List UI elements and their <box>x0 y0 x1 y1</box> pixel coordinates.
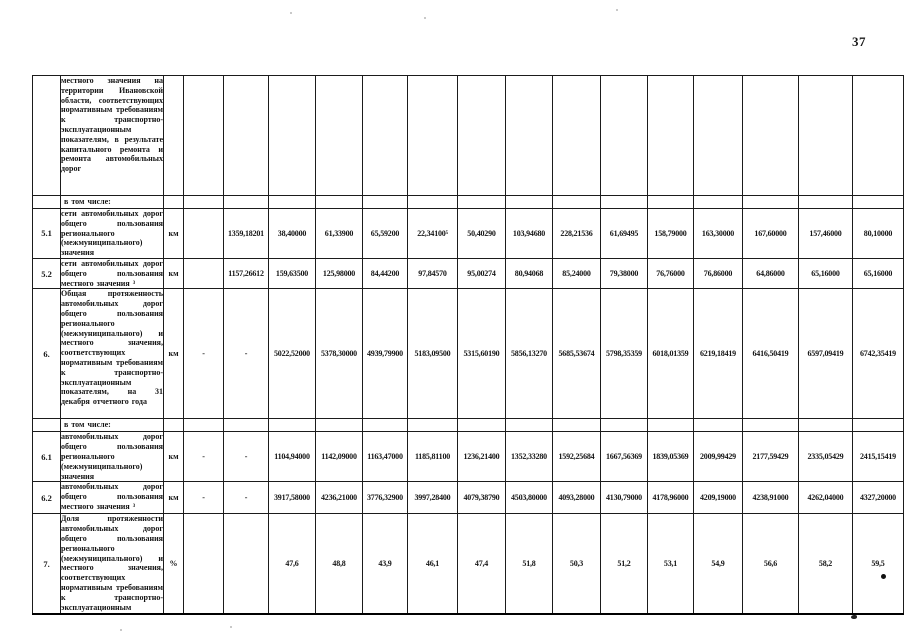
value-cell <box>224 419 269 432</box>
scan-artifact-dot <box>881 574 886 579</box>
value-cell <box>799 419 853 432</box>
value-cell: 1104,94000 <box>269 432 316 482</box>
value-cell <box>553 196 601 209</box>
table-row <box>33 432 904 482</box>
road-indicators-table <box>32 75 904 615</box>
value-cell <box>799 76 853 196</box>
value-cell <box>184 258 224 288</box>
value-cell: 1236,21400 <box>458 432 506 482</box>
value-cell <box>648 196 694 209</box>
value-cell: 97,84570 <box>408 258 458 288</box>
value-cell: 79,38000 <box>601 258 648 288</box>
scan-artifact-speck <box>120 629 122 631</box>
value-cell: 2415,15419 <box>853 432 904 482</box>
value-cell: 84,44200 <box>363 258 408 288</box>
value-cell <box>316 76 363 196</box>
value-cell <box>363 76 408 196</box>
value-cell: 61,33900 <box>316 209 363 259</box>
value-cell: 1839,05369 <box>648 432 694 482</box>
indicator-name-cell: автомобильных дорог общего пользования местного значения ³ <box>61 482 164 514</box>
value-cell: - <box>224 289 269 419</box>
value-cell: 5798,35359 <box>601 289 648 419</box>
value-cell: 4939,79900 <box>363 289 408 419</box>
value-cell: 95,00274 <box>458 258 506 288</box>
value-cell: 47,4 <box>458 514 506 614</box>
value-cell: 3997,28400 <box>408 482 458 514</box>
value-cell <box>648 419 694 432</box>
unit-cell <box>164 76 184 196</box>
scan-artifact-mark <box>851 615 857 619</box>
row-number-cell <box>33 419 61 432</box>
table-row <box>33 482 904 514</box>
value-cell: 47,6 <box>269 514 316 614</box>
value-cell: 4327,20000 <box>853 482 904 514</box>
subheader-label-cell: в том числе: <box>61 419 164 432</box>
value-cell: 58,2 <box>799 514 853 614</box>
value-cell: 6018,01359 <box>648 289 694 419</box>
subheader-row <box>33 196 904 209</box>
value-cell: 85,24000 <box>553 258 601 288</box>
value-cell: 76,76000 <box>648 258 694 288</box>
value-cell: 4178,96000 <box>648 482 694 514</box>
unit-cell <box>164 419 184 432</box>
value-cell <box>553 76 601 196</box>
value-cell <box>601 196 648 209</box>
value-cell: 3776,32900 <box>363 482 408 514</box>
value-cell: 5315,60190 <box>458 289 506 419</box>
value-cell <box>269 76 316 196</box>
value-cell: 4209,19000 <box>694 482 743 514</box>
value-cell: - <box>184 289 224 419</box>
row-number-cell: 6.2 <box>33 482 61 514</box>
value-cell: 4503,80000 <box>506 482 553 514</box>
value-cell: 6742,35419 <box>853 289 904 419</box>
value-cell <box>184 209 224 259</box>
value-cell <box>269 196 316 209</box>
value-cell: 4236,21000 <box>316 482 363 514</box>
value-cell: 46,1 <box>408 514 458 614</box>
value-cell: 51,2 <box>601 514 648 614</box>
value-cell: 1157,26612 <box>224 258 269 288</box>
value-cell: 65,16000 <box>799 258 853 288</box>
value-cell: 167,60000 <box>743 209 799 259</box>
value-cell: 2335,05429 <box>799 432 853 482</box>
value-cell: 76,86000 <box>694 258 743 288</box>
value-cell: 1163,47000 <box>363 432 408 482</box>
table-body <box>33 76 904 614</box>
value-cell <box>853 76 904 196</box>
value-cell: 2177,59429 <box>743 432 799 482</box>
value-cell: 5378,30000 <box>316 289 363 419</box>
value-cell <box>408 196 458 209</box>
value-cell <box>648 76 694 196</box>
row-number-cell: 6. <box>33 289 61 419</box>
row-number-cell <box>33 76 61 196</box>
value-cell <box>458 419 506 432</box>
indicator-name-cell: автомобильных дорог общего пользования регионального (межмуниципального) значения <box>61 432 163 481</box>
value-cell: 1352,33280 <box>506 432 553 482</box>
subheader-row <box>33 419 904 432</box>
value-cell: 6416,50419 <box>743 289 799 419</box>
value-cell <box>694 196 743 209</box>
value-cell <box>506 419 553 432</box>
scan-artifact-speck <box>616 9 618 11</box>
indicator-name-cell: сети автомобильных дорог общего пользования регионального (межмуниципального) значения <box>61 209 163 258</box>
value-cell: 65,16000 <box>853 258 904 288</box>
value-cell: 56,6 <box>743 514 799 614</box>
indicator-name-cell: сети автомобильных дорог общего пользования местного значения ³ <box>61 258 163 288</box>
value-cell: - <box>184 482 224 514</box>
unit-cell: км <box>164 482 184 514</box>
unit-cell <box>164 196 184 209</box>
value-cell <box>799 196 853 209</box>
value-cell: 4262,04000 <box>799 482 853 514</box>
value-cell: 80,10000 <box>853 209 904 259</box>
value-cell: 1667,56369 <box>601 432 648 482</box>
value-cell: 5856,13270 <box>506 289 553 419</box>
value-cell: 4130,79000 <box>601 482 648 514</box>
value-cell <box>363 196 408 209</box>
scan-artifact-speck <box>290 12 292 14</box>
value-cell: 4093,28000 <box>553 482 601 514</box>
indicator-name-cell: Общая протяженность автомобильных дорог общего пользования регионального (межмуниципального) и местного значения, соответствующих нормативным требованиям к транспортно-эксплуатационным показателям, на 31 декабря отчетного года <box>61 289 164 419</box>
value-cell: 4238,91000 <box>743 482 799 514</box>
value-cell <box>408 76 458 196</box>
value-cell <box>363 419 408 432</box>
value-cell: 125,98000 <box>316 258 363 288</box>
value-cell: 1592,25684 <box>553 432 601 482</box>
value-cell <box>743 419 799 432</box>
value-cell: 5022,52000 <box>269 289 316 419</box>
value-cell: 6219,18419 <box>694 289 743 419</box>
value-cell: 48,8 <box>316 514 363 614</box>
value-cell <box>316 419 363 432</box>
unit-cell: км <box>164 209 184 259</box>
value-cell: 64,86000 <box>743 258 799 288</box>
table-row <box>33 76 904 196</box>
indicator-name-cell: местного значения на территории Ивановской области, соответствующих нормативным требованиям к транспортно-эксплуатационным показателям, в результате капитального ремонта и ремонта автомобильных дорог <box>61 76 164 196</box>
value-cell: 38,40000 <box>269 209 316 259</box>
value-cell: 51,8 <box>506 514 553 614</box>
value-cell <box>694 419 743 432</box>
value-cell: 53,1 <box>648 514 694 614</box>
value-cell <box>408 419 458 432</box>
subheader-label-cell: в том числе: <box>61 196 164 209</box>
scan-artifact-speck <box>424 17 426 19</box>
value-cell: 59,5 <box>853 514 904 614</box>
value-cell: 50,3 <box>553 514 601 614</box>
value-cell <box>458 196 506 209</box>
value-cell <box>853 196 904 209</box>
value-cell: 163,30000 <box>694 209 743 259</box>
value-cell <box>316 196 363 209</box>
value-cell <box>506 76 553 196</box>
value-cell <box>601 419 648 432</box>
value-cell: 4079,38790 <box>458 482 506 514</box>
value-cell: 1142,09000 <box>316 432 363 482</box>
value-cell <box>184 76 224 196</box>
value-cell <box>184 514 224 614</box>
value-cell: 43,9 <box>363 514 408 614</box>
unit-cell: км <box>164 289 184 419</box>
value-cell: 65,59200 <box>363 209 408 259</box>
value-cell: - <box>224 482 269 514</box>
value-cell <box>184 196 224 209</box>
value-cell: 1359,18201 <box>224 209 269 259</box>
value-cell <box>458 76 506 196</box>
table-row <box>33 289 904 419</box>
value-cell: 22,34100⁵ <box>408 209 458 259</box>
table-row <box>33 209 904 259</box>
value-cell: - <box>184 432 224 482</box>
page-number: 37 <box>852 34 866 49</box>
value-cell: 61,69495 <box>601 209 648 259</box>
indicator-name-cell: Доля протяженности автомобильных дорог общего пользования регионального (межмуниципального) и местного значения, соответствующих нормативным требованиям к транспортно-эксплуатационным <box>61 514 164 614</box>
value-cell <box>694 76 743 196</box>
value-cell: 6597,09419 <box>799 289 853 419</box>
row-number-cell: 5.1 <box>33 209 61 259</box>
row-number-cell <box>33 196 61 209</box>
value-cell <box>743 76 799 196</box>
value-cell: 3917,58000 <box>269 482 316 514</box>
value-cell: 80,94068 <box>506 258 553 288</box>
table-row <box>33 514 904 614</box>
value-cell <box>184 419 224 432</box>
value-cell <box>224 514 269 614</box>
value-cell <box>601 76 648 196</box>
value-cell: 54,9 <box>694 514 743 614</box>
value-cell <box>224 76 269 196</box>
value-cell: 157,46000 <box>799 209 853 259</box>
value-cell: - <box>224 432 269 482</box>
unit-cell: км <box>164 258 184 288</box>
unit-cell: % <box>164 514 184 614</box>
value-cell <box>553 419 601 432</box>
value-cell <box>743 196 799 209</box>
scan-artifact-speck <box>230 626 232 628</box>
unit-cell: км <box>164 432 184 482</box>
value-cell: 103,94680 <box>506 209 553 259</box>
value-cell: 5685,53674 <box>553 289 601 419</box>
value-cell: 5183,09500 <box>408 289 458 419</box>
value-cell: 158,79000 <box>648 209 694 259</box>
row-number-cell: 5.2 <box>33 258 61 288</box>
value-cell <box>269 419 316 432</box>
value-cell <box>506 196 553 209</box>
value-cell <box>853 419 904 432</box>
value-cell: 50,40290 <box>458 209 506 259</box>
value-cell: 228,21536 <box>553 209 601 259</box>
value-cell: 159,63500 <box>269 258 316 288</box>
table-row <box>33 258 904 288</box>
value-cell <box>224 196 269 209</box>
value-cell: 1185,81100 <box>408 432 458 482</box>
row-number-cell: 6.1 <box>33 432 61 482</box>
value-cell: 2009,99429 <box>694 432 743 482</box>
row-number-cell: 7. <box>33 514 61 614</box>
